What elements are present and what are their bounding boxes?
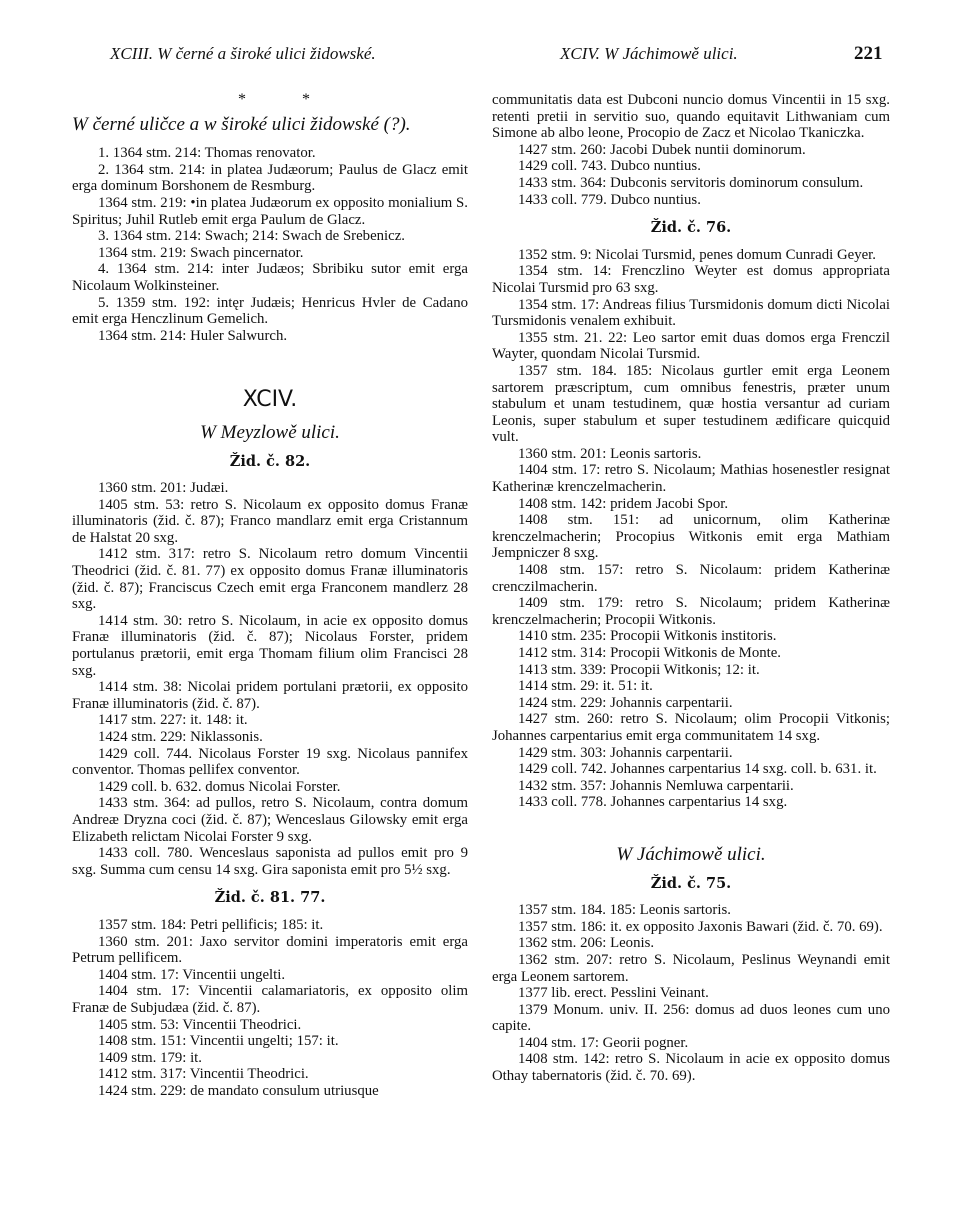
- entry: 1364 stm. 214: Huler Salwurch.: [98, 327, 288, 344]
- entry: 1433 coll. 780. Wenceslaus saponista ad pullos emit pro 9 sxg. Summa cum censu 14 sxg. Gira saponista emit pro 5½ sxg.: [72, 845, 468, 878]
- entry: 1364 stm. 219: Swach pincernator.: [98, 244, 304, 261]
- house-number-heading: Žid. č. 82.: [229, 452, 311, 470]
- entry: 1405 stm. 53: Vincentii Theodrici.: [98, 1016, 302, 1033]
- entry: 1413 stm. 339: Procopii Witkonis; 12: it.: [518, 661, 760, 678]
- chapter-number: XCIV.: [242, 387, 298, 413]
- running-header-right: XCIV. W Jáchimowě ulici.: [560, 44, 738, 63]
- entry: 1377 lib. erect. Pesslini Veinant.: [518, 985, 709, 1002]
- entry: 1408 stm. 151: ad unicornum, olim Katherinæ krenczelmacherin; Procopius Witkonis emit erga Mathiam Jempniczer 8 sxg.: [492, 512, 890, 562]
- entry: 1417 stm. 227: it. 148: it.: [98, 712, 248, 729]
- entry: 1412 stm. 314: Procopii Witkonis de Monte.: [518, 645, 782, 661]
- entry: 1429 coll. 742. Johannes carpentarius 14 sxg. coll. b. 631. it.: [518, 761, 877, 778]
- right-column: [492, 92, 890, 1085]
- entry: 1433 stm. 364: Dubconis servitoris dominorum consulum.: [518, 174, 864, 191]
- street-title: W Meyzlowě ulici.: [200, 421, 340, 443]
- running-header-left: XCIII. W černé a široké ulici židowské.: [110, 44, 376, 63]
- house-number-heading: Žid. č. 76.: [650, 219, 732, 237]
- page-number: 221: [854, 43, 883, 64]
- entry: 1379 Monum. univ. II. 256: domus ad duos leones cum uno capite.: [492, 1001, 890, 1035]
- entry: 1360 stm. 201: Leonis sartoris.: [518, 445, 702, 462]
- entry: 1354 stm. 17: Andreas filius Tursmidonis domum dicti Nicolai Tursmidonis venalem exhibuit.: [492, 296, 890, 330]
- entry: 1410 stm. 235: Procopii Witkonis institoris.: [518, 628, 777, 645]
- entry: 1408 stm. 142: pridem Jacobi Spor.: [518, 495, 729, 512]
- entry: 1404 stm. 17: Vincentii calamariatoris, ex opposito olim Franæ de Subjudæa (žid. č. 87).: [72, 983, 468, 1016]
- entry: 1404 stm. 17: retro S. Nicolaum; Mathias hosenestler resignat Katherinæ krenczelmacherin.: [492, 462, 890, 496]
- entry: 1427 stm. 260: Jacobi Dubek nuntii dominorum.: [518, 141, 806, 158]
- entry: 1429 stm. 303: Johannis carpentarii.: [518, 744, 733, 761]
- entry: 1357 stm. 184. 185: Leonis sartoris.: [518, 902, 731, 919]
- entry: 1355 stm. 21. 22: Leo sartor emit duas domos erga Frenczil Wayter, quondam Nicolai Tursmid.: [492, 329, 890, 363]
- entry: 1429 coll. 744. Nicolaus Forster 19 sxg. Nicolaus pannifex conventor. Thomas pellifex conventor.: [72, 745, 468, 779]
- entry: 1357 stm. 184. 185: Nicolaus gurtler emit erga Leonem sartorem præscriptum, cum omnibus fenestris, præter unum stabulum et unam testudinem, quæ hostia versantur ad curiam Leonis, super stabulum et super testudinem ædificare quicquid vult.: [492, 362, 890, 446]
- entry: 1354 stm. 14: Frenczlino Weyter est domus appropriata Nicolai Tursmid pro 63 sxg.: [492, 263, 890, 296]
- entry: 1409 stm. 179: retro S. Nicolaum; pridem Katherinæ krenczelmacherin; Procopii Witkonis.: [492, 595, 890, 628]
- entry: 1424 stm. 229: de mandato consulum utriusque: [98, 1082, 379, 1099]
- entry: 1404 stm. 17: Georii pogner.: [518, 1034, 689, 1051]
- entry: 1433 coll. 779. Dubco nuntius.: [518, 191, 701, 208]
- entry: 1408 stm. 151: Vincentii ungelti; 157: it.: [98, 1033, 339, 1050]
- entry-list: [72, 917, 468, 1100]
- entry: 1364 stm. 219: •in platea Judæorum ex opposito monialium S. Spiritus; Juhil Rutleb emit erga Paulum de Glacz.: [72, 194, 468, 228]
- entry: 1414 stm. 30: retro S. Nicolaum, in acie ex opposito domus Franæ illuminatoris (žid. č. 87); Nicolaus Forster, pridem portulanus prætorii, emit erga Thomam filium olim Francisci 28 sxg.: [72, 612, 468, 679]
- left-column: [72, 92, 468, 1099]
- entry: 1424 stm. 229: Niklassonis.: [98, 729, 263, 745]
- entry: 1405 stm. 53: retro S. Nicolaum ex opposito domus Franæ illuminatoris (žid. č. 87); Franco mandlarz emit erga Cristannum de Halstat 20 sxg.: [72, 496, 468, 546]
- entry: 1424 stm. 229: Johannis carpentarii.: [518, 694, 733, 711]
- entry: 1432 stm. 357: Johannis Nemluwa carpentarii.: [518, 777, 794, 794]
- entry: 1412 stm. 317: retro S. Nicolaum retro domum Vincentii Theodrici (žid. č. 81. 77) ex opposito domus Franæ illuminatoris (žid. č. 87); Franciscus Czech emit erga Franconem mandlerz 28 sxg.: [72, 546, 468, 613]
- entry: 1412 stm. 317: Vincentii Theodrici.: [98, 1066, 309, 1083]
- entry: 1360 stm. 201: Judæi.: [98, 480, 229, 497]
- section-stars: * *: [238, 91, 336, 108]
- entry: 1362 stm. 206: Leonis.: [518, 935, 655, 952]
- entry: 1429 coll. 743. Dubco nuntius.: [518, 158, 701, 175]
- entry: 1414 stm. 29: it. 51: it.: [518, 678, 653, 695]
- section-title: W černé uličce a w široké ulici židowské (?).: [72, 113, 411, 135]
- entry: 1409 stm. 179: it.: [98, 1049, 202, 1066]
- continued-entry: communitatis data est Dubconi nuncio domus Vincentii in 15 sxg. retenti pretii in servitio suo, quando equitavit Lithwaniam cum Simone ab albo leone, Procopio de Zacz et Nicolao Tkaniczka.: [492, 92, 890, 142]
- entry: 2. 1364 stm. 214: in platea Judæorum; Paulus de Glacz emit erga dominum Borshonem de Resmburg.: [72, 161, 468, 195]
- entry: 1404 stm. 17: Vincentii ungelti.: [98, 966, 286, 983]
- entry: 1352 stm. 9: Nicolai Tursmid, penes domum Cunradi Geyer.: [518, 246, 876, 263]
- house-number-heading: Žid. č. 81. 77.: [214, 889, 326, 907]
- entry: 1429 coll. b. 632. domus Nicolai Forster.: [98, 778, 341, 795]
- entry-list: [492, 247, 890, 811]
- house-number-heading: Žid. č. 75.: [650, 874, 732, 892]
- entry: 1414 stm. 38: Nicolai pridem portulani prætorii, ex opposito Franæ illuminatoris (žid. č. 87).: [72, 679, 468, 712]
- entry: 1357 stm. 184: Petri pellificis; 185: it.: [98, 916, 324, 933]
- entry: 1360 stm. 201: Jaxo servitor domini imperatoris emit erga Petrum pellificem.: [72, 933, 468, 967]
- entry: 4. 1364 stm. 214: inter Judæos; Sbribiku sutor emit erga Nicolaum Wolkinsteiner.: [72, 261, 468, 294]
- entry: 1362 stm. 207: retro S. Nicolaum, Peslinus Weynandi emit erga Leonem sartorem.: [492, 951, 890, 985]
- entry-list: [492, 142, 890, 208]
- entry: 1408 stm. 142: retro S. Nicolaum in acie ex opposito domus Othay tabernatoris (žid. č. 70. 69).: [492, 1051, 890, 1085]
- entry: 3. 1364 stm. 214: Swach; 214: Swach de Srebenicz.: [98, 228, 405, 245]
- entry: 1433 stm. 364: ad pullos, retro S. Nicolaum, contra domum Andreæ Dryzna coci (žid. č. 87); Wenceslaus Gilowsky emit erga Elizabeth relictam Nicolai Forster 9 sxg.: [72, 795, 468, 845]
- entry: 1427 stm. 260: retro S. Nicolaum; olim Procopii Vitkonis; Johannes carpentarius emit erga communitatem 14 sxg.: [492, 711, 890, 744]
- street-title: W Jáchimowě ulici.: [616, 843, 766, 865]
- entry: 1433 coll. 778. Johannes carpentarius 14 sxg.: [518, 794, 788, 811]
- entry: 1. 1364 stm. 214: Thomas renovator.: [98, 145, 316, 162]
- entry: 5. 1359 stm. 192: intęr Judæis; Henricus Hvler de Cadano emit erga Henczlinum Gemelich.: [72, 294, 468, 328]
- entry: 1357 stm. 186: it. ex opposito Jaxonis Bawari (žid. č. 70. 69).: [518, 918, 883, 935]
- entry-list: [72, 145, 468, 344]
- entry-list: [72, 480, 468, 878]
- entry: 1408 stm. 157: retro S. Nicolaum: pridem Katherinæ crenczilmacherin.: [492, 562, 890, 595]
- entry-list: [492, 902, 890, 1085]
